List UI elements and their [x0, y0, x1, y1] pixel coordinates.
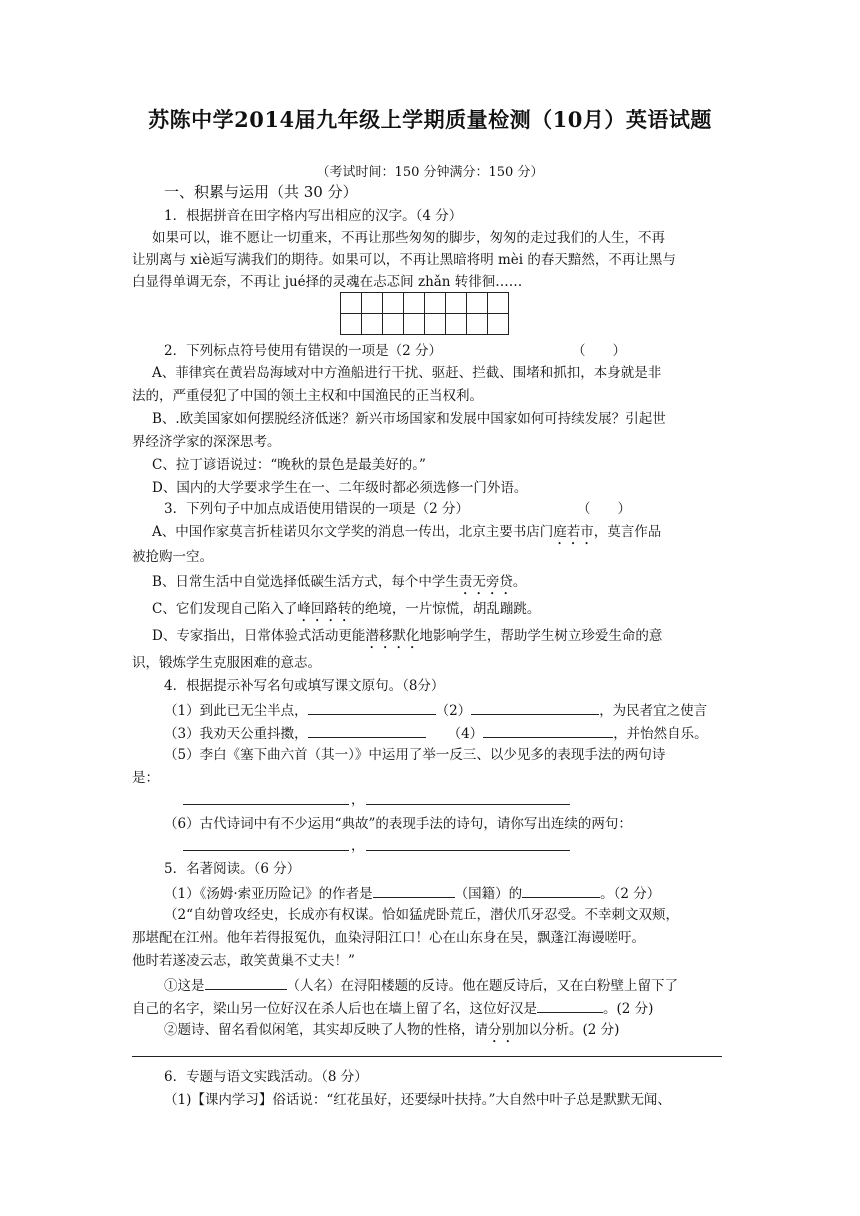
q4-line-5-cont: 是：: [132, 770, 159, 786]
dotted-idiom: 潜移默化: [365, 628, 420, 644]
page-title: 苏陈中学2014届九年级上学期质量检测（10月）英语试题: [148, 107, 712, 132]
answer-blank[interactable]: [183, 850, 349, 851]
text: （1）到此已无尘半点，: [164, 703, 308, 719]
grid-cell[interactable]: [383, 293, 404, 314]
q5-poem-line: （2“自幼曾攻经史，长成亦有权谋。恰如猛虎卧荒丘，潜伏爪牙忍受。不幸刺文双颊，: [164, 907, 679, 923]
q6-heading: 6．专题与语文实践活动。（8 分）: [164, 1069, 368, 1085]
answer-line[interactable]: [132, 1056, 722, 1057]
text: A、中国作家莫言折桂诺贝尔文学奖的消息一传出，北京主要书店门: [152, 524, 554, 540]
grid-cell[interactable]: [446, 293, 467, 314]
option-a: A、菲律宾在黄岩岛海域对中方渔船进行干扰、驱赶、拦截、围堵和抓扣，本身就是非: [152, 365, 662, 381]
option-c: [152, 600, 540, 625]
answer-blank[interactable]: [366, 804, 570, 805]
q5-sub-1: [164, 975, 678, 995]
option-a-cont: 被抢购一空。: [132, 549, 213, 565]
q5-sub-2: [164, 1021, 619, 1046]
grid-cell[interactable]: [467, 314, 488, 335]
q6-line-1: （1)【课内学习】俗话说：“红花虽好，还要绿叶扶持。”大自然中叶子总是默默无闻、: [164, 1092, 671, 1108]
text: ②题诗、留名看似闲笔，其实却反映了人物的性格，请: [164, 1022, 488, 1038]
grid-cell[interactable]: [404, 314, 425, 335]
answer-blank[interactable]: [537, 998, 603, 1013]
text: 。(2 分): [603, 1001, 654, 1017]
text: （4）: [447, 726, 484, 742]
q4-heading: 4．根据提示补写名句或填写课文原句。（8分）: [164, 678, 445, 694]
q5-poem-line: 那堪配在江州。他年若得报冤仇，血染浔阳江口！心在山东身在吴，飘蓬江海谩嗟吁。: [132, 930, 645, 946]
dotted-idiom: 庭若市: [553, 524, 594, 540]
grid-cell[interactable]: [425, 314, 446, 335]
text: 地影响学生，帮助学生树立珍爱生命的意: [419, 628, 663, 644]
grid-cell[interactable]: [362, 293, 383, 314]
text: （2）: [435, 703, 472, 719]
answer-parentheses[interactable]: （ ）: [572, 343, 626, 359]
option-b-cont: 界经济学家的深深思考。: [132, 434, 281, 450]
dotted-idiom: 峰回路转: [297, 601, 352, 617]
text: ，为民者宜之使言: [599, 703, 708, 719]
option-a: [152, 523, 661, 548]
option-b: [152, 573, 526, 598]
text: 。: [512, 574, 527, 590]
grid-cell[interactable]: [341, 293, 362, 314]
answer-blank[interactable]: [471, 700, 599, 715]
q1-text-line: 白显得单调无奈，不再让 jué择的灵魂在忐忑间 zhǎn 转徘徊……: [132, 274, 523, 290]
answer-blank[interactable]: [308, 700, 436, 715]
text: C、它们发现自己陷入了: [152, 601, 298, 617]
answer-blank[interactable]: [483, 723, 613, 738]
q4-line-6: （6）古代诗词中有不少运用“典故”的表现手法的诗句，请你写出连续的两句：: [164, 816, 632, 832]
dotted-word: 分别: [488, 1022, 515, 1038]
comma: ，: [351, 838, 365, 854]
q5-sub-1-cont: [132, 998, 653, 1018]
option-c: C、拉丁谚语说过：“晚秋的景色是最美好的。”: [152, 457, 426, 473]
text: 加以分析。(2 分): [515, 1022, 620, 1038]
q4-line-5: （5）李白《塞下曲六首（其一）》中运用了举一反三、以少见多的表现手法的两句诗: [164, 747, 666, 763]
answer-blank[interactable]: [373, 883, 455, 898]
grid-cell[interactable]: [404, 293, 425, 314]
answer-blank[interactable]: [308, 723, 426, 738]
option-d: D、国内的大学要求学生在一、二年级时都必须选修一门外语。: [152, 480, 528, 496]
text: 自己的名字，梁山另一位好汉在杀人后也在墙上留了名，这位好汉是: [132, 1001, 537, 1017]
grid-cell[interactable]: [341, 314, 362, 335]
grid-cell[interactable]: [362, 314, 383, 335]
comma: ，: [351, 792, 365, 808]
text: 的绝境，一片惊慌，胡乱蹦跳。: [351, 601, 541, 617]
text: （3）我劝天公重抖擞，: [164, 726, 308, 742]
q5-poem-line: 他时若遂凌云志，敢笑黄巢不丈夫！”: [132, 953, 355, 969]
writing-grid: [340, 292, 509, 335]
text: ①这是: [164, 978, 205, 994]
option-a-cont: 法的，严重侵犯了中国的领土主权和中国渔民的正当权利。: [132, 388, 483, 404]
q5-heading: 5．名著阅读。（6 分）: [164, 861, 301, 877]
grid-cell[interactable]: [488, 314, 509, 335]
text: （人名）在浔阳楼题的反诗。他在题反诗后，又在白粉壁上留下了: [286, 978, 678, 994]
text: 。（2 分）: [600, 886, 661, 902]
exam-info: （考试时间：150 分钟满分：150 分）: [316, 165, 544, 180]
text: D、专家指出，日常体验式活动更能: [152, 628, 366, 644]
q4-line-2: [164, 723, 708, 743]
q1-text-line: 如果可以，谁不愿让一切重来，不再让那些匆匆的脚步，匆匆的走过我们的人生，不再: [152, 230, 665, 246]
grid-cell[interactable]: [425, 293, 446, 314]
text: B、日常生活中自觉选择低碳生活方式，每个中学生: [152, 574, 459, 590]
answer-blank[interactable]: [205, 975, 287, 990]
answer-blank[interactable]: [366, 850, 570, 851]
q1-text-line: 让别离与 xiè逅写满我们的期待。如果可以，不再让黑暗将明 mèi 的春天黯然，不再让黑与: [132, 252, 676, 268]
option-b: B、.欧美国家如何摆脱经济低迷？新兴市场国家和发展中国家如何可持续发展？引起世: [152, 411, 666, 427]
grid-cell[interactable]: [383, 314, 404, 335]
section-heading: 一、积累与运用（共 30 分）: [164, 183, 358, 201]
q3-heading: 3．下列句子中加点成语使用错误的一项是（2 分）: [164, 501, 469, 517]
q2-heading: 2．下列标点符号使用有错误的一项是（2 分）: [164, 343, 442, 359]
dotted-idiom: 责无旁贷: [458, 574, 513, 590]
answer-parentheses[interactable]: （ ）: [577, 501, 631, 517]
text: ，莫言作品: [593, 524, 662, 540]
option-d-cont: 识，锻炼学生克服困难的意志。: [132, 655, 321, 671]
option-d: [152, 627, 662, 652]
answer-blank[interactable]: [522, 883, 600, 898]
q4-line-1: [164, 700, 707, 720]
q5-line-1: [164, 883, 660, 903]
text: ，并怡然自乐。: [613, 726, 708, 742]
grid-cell[interactable]: [467, 293, 488, 314]
answer-blank[interactable]: [183, 804, 349, 805]
grid-cell[interactable]: [446, 314, 467, 335]
q1-heading: 1．根据拼音在田字格内写出相应的汉字。（4 分）: [164, 208, 463, 224]
text: （1）《汤姆·索亚历险记》的作者是: [164, 886, 373, 902]
text: （国籍）的: [454, 886, 523, 902]
grid-cell[interactable]: [488, 293, 509, 314]
